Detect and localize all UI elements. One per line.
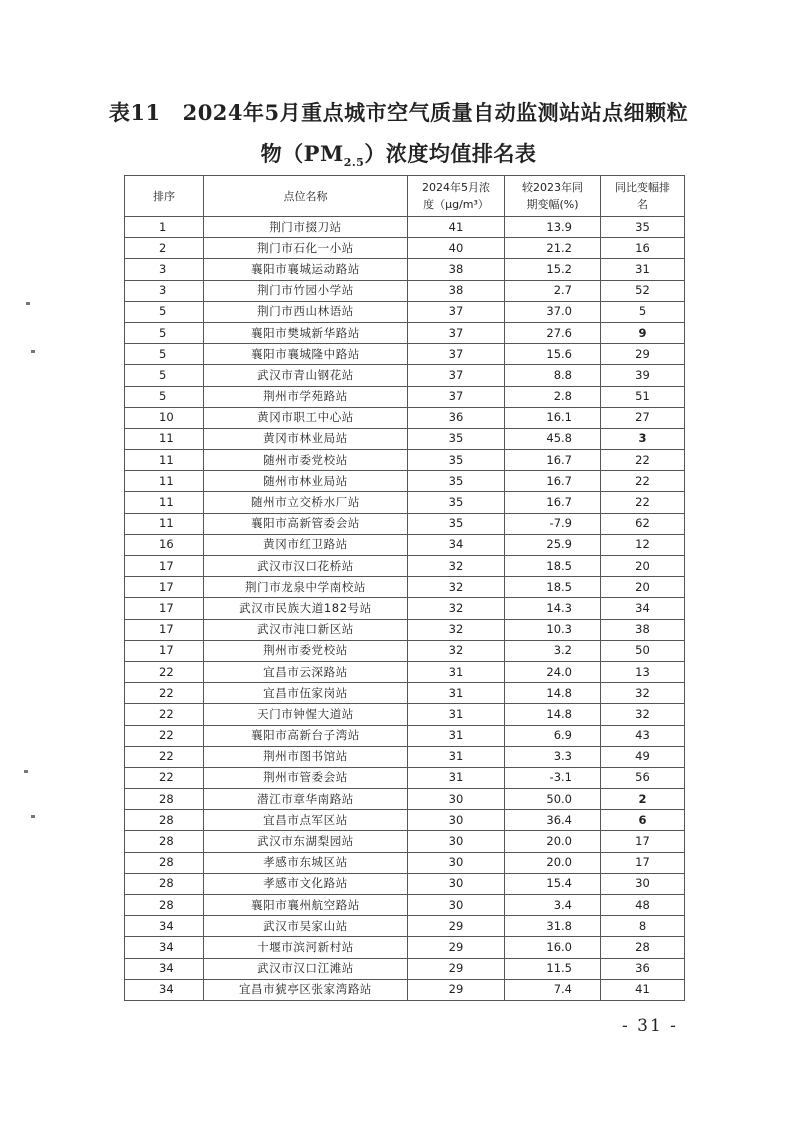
cell-rank: 17 xyxy=(125,640,204,661)
cell-change: 37.0 xyxy=(505,301,601,322)
table-row xyxy=(125,301,685,322)
table-row xyxy=(125,810,685,831)
table-row xyxy=(125,577,685,598)
cell-concentration: 29 xyxy=(408,979,505,1000)
header-concentration-line1: 2024年5月浓 xyxy=(422,181,490,194)
cell-yoy-rank: 13 xyxy=(601,661,685,682)
cell-yoy-rank: 50 xyxy=(601,640,685,661)
cell-concentration: 30 xyxy=(408,810,505,831)
scan-mark xyxy=(31,815,35,818)
cell-rank: 28 xyxy=(125,831,204,852)
cell-rank: 22 xyxy=(125,725,204,746)
cell-station-name: 襄阳市高新管委会站 xyxy=(204,513,408,534)
table-row xyxy=(125,683,685,704)
table-row xyxy=(125,471,685,492)
table-row xyxy=(125,661,685,682)
cell-concentration: 31 xyxy=(408,746,505,767)
cell-change: 31.8 xyxy=(505,916,601,937)
page-number: - 31 - xyxy=(622,1016,678,1036)
cell-station-name: 武汉市民族大道182号站 xyxy=(204,598,408,619)
table-row xyxy=(125,958,685,979)
cell-station-name: 襄阳市樊城新华路站 xyxy=(204,322,408,343)
cell-yoy-rank: 31 xyxy=(601,259,685,280)
cell-concentration: 30 xyxy=(408,895,505,916)
cell-yoy-rank: 20 xyxy=(601,577,685,598)
cell-concentration: 35 xyxy=(408,428,505,449)
cell-rank: 1 xyxy=(125,217,204,238)
cell-concentration: 37 xyxy=(408,322,505,343)
cell-concentration: 29 xyxy=(408,916,505,937)
cell-station-name: 荆州市学苑路站 xyxy=(204,386,408,407)
cell-change: 25.9 xyxy=(505,534,601,555)
cell-change: 16.7 xyxy=(505,492,601,513)
cell-rank: 28 xyxy=(125,873,204,894)
cell-concentration: 40 xyxy=(408,238,505,259)
cell-concentration: 32 xyxy=(408,556,505,577)
cell-change: 13.9 xyxy=(505,217,601,238)
cell-rank: 22 xyxy=(125,704,204,725)
cell-yoy-rank: 9 xyxy=(601,322,685,343)
cell-change: 21.2 xyxy=(505,238,601,259)
cell-yoy-rank: 22 xyxy=(601,492,685,513)
cell-concentration: 30 xyxy=(408,831,505,852)
cell-concentration: 34 xyxy=(408,534,505,555)
cell-station-name: 荆门市西山林语站 xyxy=(204,301,408,322)
cell-change: 45.8 xyxy=(505,428,601,449)
table-row xyxy=(125,767,685,788)
cell-yoy-rank: 41 xyxy=(601,979,685,1000)
table-row xyxy=(125,217,685,238)
table-row xyxy=(125,513,685,534)
cell-station-name: 随州市立交桥水厂站 xyxy=(204,492,408,513)
cell-yoy-rank: 39 xyxy=(601,365,685,386)
cell-change: 6.9 xyxy=(505,725,601,746)
cell-yoy-rank: 32 xyxy=(601,683,685,704)
header-concentration-line2: 度（μg/m³） xyxy=(423,198,489,211)
cell-yoy-rank: 8 xyxy=(601,916,685,937)
cell-yoy-rank: 38 xyxy=(601,619,685,640)
cell-concentration: 30 xyxy=(408,873,505,894)
header-change-line2: 期变幅(%) xyxy=(526,198,579,211)
cell-rank: 11 xyxy=(125,513,204,534)
cell-station-name: 襄阳市襄城隆中路站 xyxy=(204,344,408,365)
cell-rank: 5 xyxy=(125,386,204,407)
cell-yoy-rank: 16 xyxy=(601,238,685,259)
cell-yoy-rank: 20 xyxy=(601,556,685,577)
cell-concentration: 32 xyxy=(408,577,505,598)
cell-concentration: 31 xyxy=(408,661,505,682)
table-row xyxy=(125,937,685,958)
table-row xyxy=(125,259,685,280)
table-row xyxy=(125,428,685,449)
cell-concentration: 31 xyxy=(408,767,505,788)
table-row xyxy=(125,619,685,640)
cell-concentration: 37 xyxy=(408,365,505,386)
table-row xyxy=(125,280,685,301)
cell-change: 18.5 xyxy=(505,577,601,598)
cell-rank: 22 xyxy=(125,661,204,682)
cell-concentration: 31 xyxy=(408,725,505,746)
table-row xyxy=(125,556,685,577)
cell-change: 20.0 xyxy=(505,852,601,873)
cell-change: 3.3 xyxy=(505,746,601,767)
cell-change: 20.0 xyxy=(505,831,601,852)
cell-change: 8.8 xyxy=(505,365,601,386)
header-rank: 排序 xyxy=(125,176,204,217)
header-yoy-line2: 名 xyxy=(637,198,648,211)
cell-rank: 34 xyxy=(125,937,204,958)
cell-concentration: 35 xyxy=(408,513,505,534)
scan-mark xyxy=(24,770,28,773)
cell-concentration: 38 xyxy=(408,259,505,280)
cell-change: 16.1 xyxy=(505,407,601,428)
cell-yoy-rank: 17 xyxy=(601,831,685,852)
cell-station-name: 武汉市汉口花桥站 xyxy=(204,556,408,577)
cell-station-name: 武汉市东湖梨园站 xyxy=(204,831,408,852)
cell-concentration: 30 xyxy=(408,852,505,873)
header-concentration xyxy=(408,176,505,217)
cell-station-name: 荆门市龙泉中学南校站 xyxy=(204,577,408,598)
cell-rank: 22 xyxy=(125,746,204,767)
cell-change: -7.9 xyxy=(505,513,601,534)
header-change-line1: 较2023年同 xyxy=(522,181,583,194)
cell-rank: 28 xyxy=(125,789,204,810)
cell-concentration: 29 xyxy=(408,937,505,958)
cell-station-name: 武汉市青山钢花站 xyxy=(204,365,408,386)
cell-yoy-rank: 52 xyxy=(601,280,685,301)
table-row xyxy=(125,873,685,894)
cell-change: 16.7 xyxy=(505,450,601,471)
cell-station-name: 襄阳市高新台子湾站 xyxy=(204,725,408,746)
cell-change: 10.3 xyxy=(505,619,601,640)
cell-yoy-rank: 28 xyxy=(601,937,685,958)
cell-station-name: 黄冈市红卫路站 xyxy=(204,534,408,555)
cell-station-name: 荆门市石化一小站 xyxy=(204,238,408,259)
cell-rank: 5 xyxy=(125,301,204,322)
cell-change: 36.4 xyxy=(505,810,601,831)
cell-change: 15.6 xyxy=(505,344,601,365)
cell-rank: 11 xyxy=(125,428,204,449)
cell-station-name: 襄阳市襄州航空路站 xyxy=(204,895,408,916)
cell-change: 14.3 xyxy=(505,598,601,619)
cell-yoy-rank: 6 xyxy=(601,810,685,831)
table-row xyxy=(125,725,685,746)
cell-yoy-rank: 27 xyxy=(601,407,685,428)
header-station-name: 点位名称 xyxy=(204,176,408,217)
table-row xyxy=(125,979,685,1000)
cell-change: 16.0 xyxy=(505,937,601,958)
table-row xyxy=(125,831,685,852)
table-row xyxy=(125,492,685,513)
cell-concentration: 30 xyxy=(408,789,505,810)
cell-station-name: 荆州市图书馆站 xyxy=(204,746,408,767)
table-row xyxy=(125,916,685,937)
ranking-table xyxy=(124,175,685,1001)
cell-yoy-rank: 12 xyxy=(601,534,685,555)
cell-station-name: 潜江市章华南路站 xyxy=(204,789,408,810)
cell-station-name: 武汉市沌口新区站 xyxy=(204,619,408,640)
cell-station-name: 孝感市东城区站 xyxy=(204,852,408,873)
cell-station-name: 荆门市竹园小学站 xyxy=(204,280,408,301)
cell-rank: 11 xyxy=(125,492,204,513)
cell-rank: 5 xyxy=(125,344,204,365)
cell-change: 18.5 xyxy=(505,556,601,577)
cell-rank: 11 xyxy=(125,450,204,471)
cell-rank: 28 xyxy=(125,810,204,831)
cell-yoy-rank: 2 xyxy=(601,789,685,810)
cell-change: 14.8 xyxy=(505,683,601,704)
cell-concentration: 38 xyxy=(408,280,505,301)
cell-rank: 11 xyxy=(125,471,204,492)
table-row xyxy=(125,789,685,810)
cell-concentration: 31 xyxy=(408,683,505,704)
page-title-line-2 xyxy=(0,138,797,169)
cell-yoy-rank: 32 xyxy=(601,704,685,725)
scan-mark xyxy=(26,302,30,305)
cell-station-name: 武汉市汉口江滩站 xyxy=(204,958,408,979)
cell-rank: 34 xyxy=(125,916,204,937)
cell-concentration: 35 xyxy=(408,492,505,513)
cell-change: 15.4 xyxy=(505,873,601,894)
cell-station-name: 襄阳市襄城运动路站 xyxy=(204,259,408,280)
cell-rank: 34 xyxy=(125,979,204,1000)
cell-station-name: 随州市委党校站 xyxy=(204,450,408,471)
table-row xyxy=(125,322,685,343)
cell-yoy-rank: 62 xyxy=(601,513,685,534)
cell-change: 27.6 xyxy=(505,322,601,343)
title-subscript: 2.5 xyxy=(343,156,365,170)
cell-change: 3.2 xyxy=(505,640,601,661)
cell-change: 3.4 xyxy=(505,895,601,916)
cell-station-name: 宜昌市伍家岗站 xyxy=(204,683,408,704)
table-row xyxy=(125,895,685,916)
table-number: 表11 xyxy=(108,100,161,125)
cell-yoy-rank: 5 xyxy=(601,301,685,322)
cell-rank: 5 xyxy=(125,322,204,343)
cell-rank: 3 xyxy=(125,259,204,280)
cell-rank: 22 xyxy=(125,683,204,704)
cell-rank: 2 xyxy=(125,238,204,259)
table-row xyxy=(125,450,685,471)
cell-rank: 22 xyxy=(125,767,204,788)
cell-change: 14.8 xyxy=(505,704,601,725)
cell-yoy-rank: 36 xyxy=(601,958,685,979)
cell-rank: 17 xyxy=(125,598,204,619)
table-row xyxy=(125,598,685,619)
cell-yoy-rank: 34 xyxy=(601,598,685,619)
cell-yoy-rank: 22 xyxy=(601,471,685,492)
cell-yoy-rank: 30 xyxy=(601,873,685,894)
cell-station-name: 武汉市吴家山站 xyxy=(204,916,408,937)
table-header-row xyxy=(125,176,685,217)
cell-change: -3.1 xyxy=(505,767,601,788)
cell-change: 2.7 xyxy=(505,280,601,301)
cell-station-name: 十堰市滨河新村站 xyxy=(204,937,408,958)
table-row xyxy=(125,407,685,428)
cell-change: 50.0 xyxy=(505,789,601,810)
table-row xyxy=(125,640,685,661)
cell-yoy-rank: 49 xyxy=(601,746,685,767)
table-row xyxy=(125,238,685,259)
cell-change: 2.8 xyxy=(505,386,601,407)
cell-rank: 3 xyxy=(125,280,204,301)
cell-station-name: 宜昌市猇亭区张家湾路站 xyxy=(204,979,408,1000)
cell-concentration: 37 xyxy=(408,344,505,365)
title-line-1: 2024年5月重点城市空气质量自动监测站站点细颗粒 xyxy=(182,100,689,125)
cell-yoy-rank: 29 xyxy=(601,344,685,365)
cell-change: 7.4 xyxy=(505,979,601,1000)
cell-concentration: 37 xyxy=(408,386,505,407)
cell-station-name: 荆州市管委会站 xyxy=(204,767,408,788)
scan-mark xyxy=(31,350,35,353)
cell-station-name: 荆门市掇刀站 xyxy=(204,217,408,238)
cell-rank: 28 xyxy=(125,895,204,916)
cell-concentration: 32 xyxy=(408,619,505,640)
cell-yoy-rank: 43 xyxy=(601,725,685,746)
cell-yoy-rank: 51 xyxy=(601,386,685,407)
cell-rank: 16 xyxy=(125,534,204,555)
cell-yoy-rank: 35 xyxy=(601,217,685,238)
cell-rank: 28 xyxy=(125,852,204,873)
cell-change: 11.5 xyxy=(505,958,601,979)
table-row xyxy=(125,746,685,767)
cell-concentration: 41 xyxy=(408,217,505,238)
table-row xyxy=(125,534,685,555)
cell-yoy-rank: 56 xyxy=(601,767,685,788)
title-line-2-suffix: ）浓度均值排名表 xyxy=(364,141,537,166)
cell-change: 15.2 xyxy=(505,259,601,280)
cell-change: 16.7 xyxy=(505,471,601,492)
cell-yoy-rank: 48 xyxy=(601,895,685,916)
cell-rank: 5 xyxy=(125,365,204,386)
cell-concentration: 32 xyxy=(408,640,505,661)
cell-concentration: 35 xyxy=(408,450,505,471)
cell-station-name: 荆州市委党校站 xyxy=(204,640,408,661)
cell-concentration: 31 xyxy=(408,704,505,725)
cell-concentration: 36 xyxy=(408,407,505,428)
cell-rank: 17 xyxy=(125,577,204,598)
cell-yoy-rank: 3 xyxy=(601,428,685,449)
table-row xyxy=(125,365,685,386)
cell-station-name: 宜昌市点军区站 xyxy=(204,810,408,831)
table-row xyxy=(125,852,685,873)
cell-rank: 17 xyxy=(125,556,204,577)
title-line-2-prefix: 物（PM xyxy=(260,141,344,166)
cell-change: 24.0 xyxy=(505,661,601,682)
cell-rank: 17 xyxy=(125,619,204,640)
cell-concentration: 35 xyxy=(408,471,505,492)
header-yoy-line1: 同比变幅排 xyxy=(615,181,670,194)
cell-concentration: 29 xyxy=(408,958,505,979)
table-row xyxy=(125,386,685,407)
cell-yoy-rank: 17 xyxy=(601,852,685,873)
cell-concentration: 32 xyxy=(408,598,505,619)
page-title xyxy=(0,97,797,127)
cell-station-name: 孝感市文化路站 xyxy=(204,873,408,894)
cell-rank: 34 xyxy=(125,958,204,979)
header-yoy-rank xyxy=(601,176,685,217)
cell-station-name: 宜昌市云深路站 xyxy=(204,661,408,682)
header-change xyxy=(505,176,601,217)
cell-yoy-rank: 22 xyxy=(601,450,685,471)
table-row xyxy=(125,704,685,725)
cell-rank: 10 xyxy=(125,407,204,428)
table-row xyxy=(125,344,685,365)
cell-concentration: 37 xyxy=(408,301,505,322)
cell-station-name: 随州市林业局站 xyxy=(204,471,408,492)
cell-station-name: 黄冈市职工中心站 xyxy=(204,407,408,428)
cell-station-name: 黄冈市林业局站 xyxy=(204,428,408,449)
cell-station-name: 天门市钟惺大道站 xyxy=(204,704,408,725)
